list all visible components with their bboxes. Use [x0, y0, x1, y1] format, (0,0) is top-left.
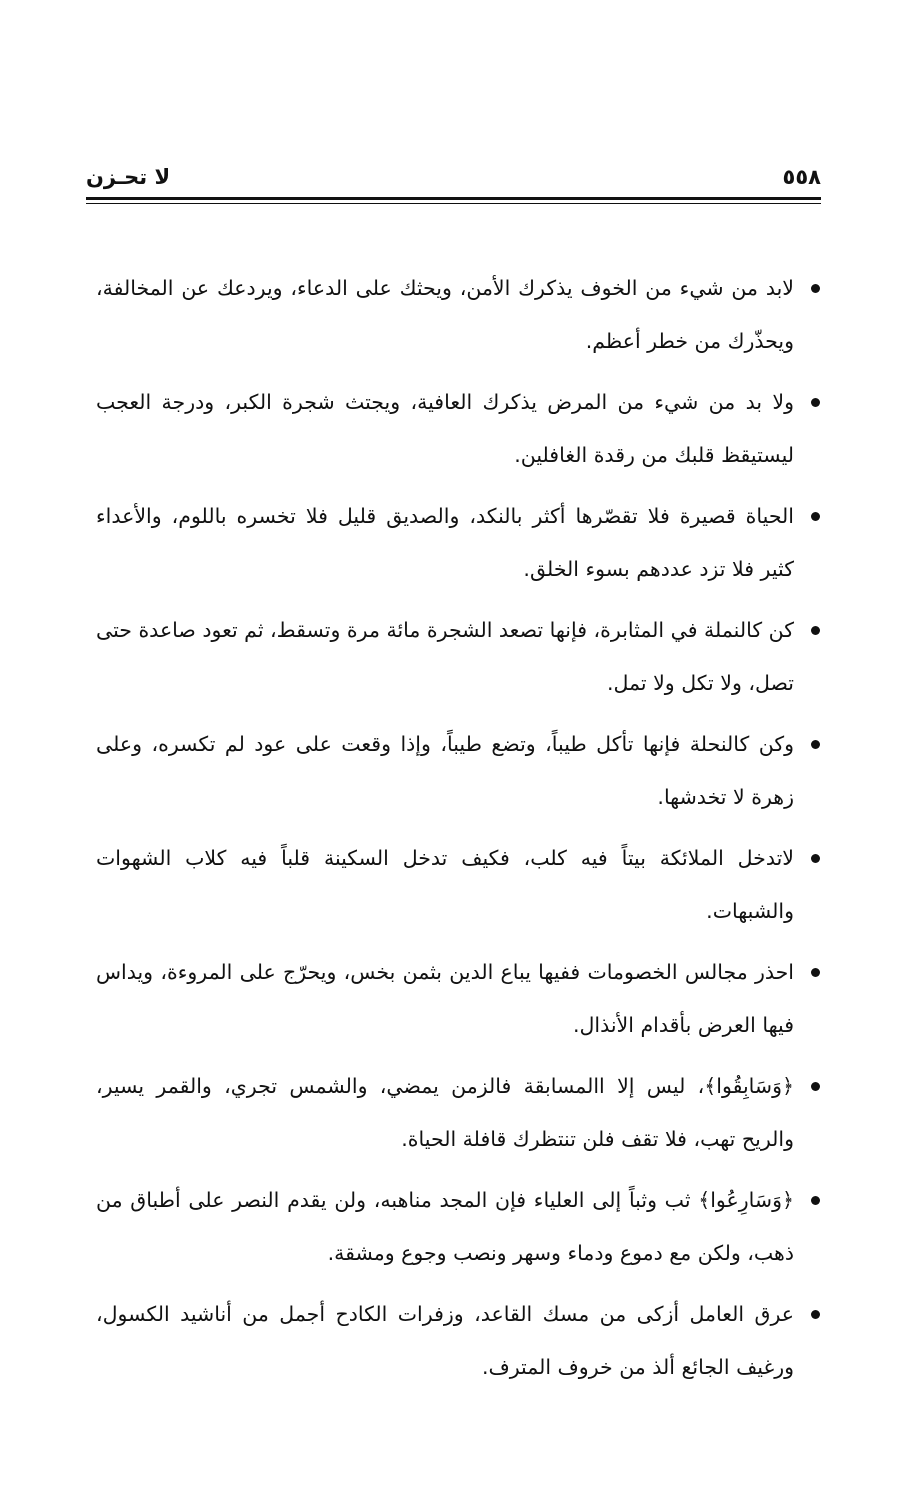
bullet-icon	[811, 1310, 820, 1319]
aphorism-list	[96, 262, 822, 1402]
bullet-icon	[811, 1196, 820, 1205]
item-text: الحياة قصيرة فلا تقصّرها أكثر بالنكد، والصديق قليل فلا تخسره باللوم، والأعداء كثير فلا تزد عددهم بسوء الخلق.	[96, 504, 794, 581]
bullet-icon	[811, 854, 820, 863]
list-item	[96, 946, 822, 1052]
item-text: كن كالنملة في المثابرة، فإنها تصعد الشجرة مائة مرة وتسقط، ثم تعود صاعدة حتى تصل، ولا تكل ولا تمل.	[96, 618, 794, 695]
list-item	[96, 1060, 822, 1166]
bullet-icon	[811, 626, 820, 635]
book-title: لا تحـزن	[86, 165, 171, 189]
bullet-icon	[811, 284, 820, 293]
item-text: ولا بد من شيء من المرض يذكرك العافية، ويجتث شجرة الكبر، ودرجة العجب ليستيقظ قلبك من رقدة الغافلين.	[96, 390, 794, 467]
list-item	[96, 490, 822, 596]
running-header	[86, 162, 821, 196]
bullet-icon	[811, 1082, 820, 1091]
item-text: احذر مجالس الخصومات ففيها يباع الدين بثمن بخس، ويحرّج على المروءة، ويداس فيها العرض بأقدام الأنذال.	[96, 960, 794, 1037]
list-item	[96, 376, 822, 482]
item-text: عرق العامل أزكى من مسك القاعد، وزفرات الكادح أجمل من أناشيد الكسول، ورغيف الجائع ألذ من خروف المترف.	[96, 1302, 794, 1379]
list-item	[96, 262, 822, 368]
list-item	[96, 718, 822, 824]
list-item	[96, 604, 822, 710]
list-item	[96, 832, 822, 938]
page-number: ٥٥٨	[782, 165, 821, 189]
item-text: لابد من شيء من الخوف يذكرك الأمن، ويحثك على الدعاء، ويردعك عن المخالفة، ويحذّرك من خطر أعظم.	[96, 276, 794, 353]
bullet-icon	[811, 968, 820, 977]
list-item	[96, 1174, 822, 1280]
item-text: ﴿وَسَابِقُوا﴾، ليس إلا االمسابقة فالزمن يمضي، والشمس تجري، والقمر يسير، والريح تهب، فلا تقف فلن تنتظرك قافلة الحياة.	[96, 1074, 794, 1151]
list-item	[96, 1288, 822, 1394]
header-rule-thin	[86, 203, 821, 204]
bullet-icon	[811, 398, 820, 407]
bullet-icon	[811, 740, 820, 749]
item-text: لاتدخل الملائكة بيتاً فيه كلب، فكيف تدخل السكينة قلباً فيه كلاب الشهوات والشبهات.	[96, 846, 794, 923]
bullet-icon	[811, 512, 820, 521]
item-text: وكن كالنحلة فإنها تأكل طيباً، وتضع طيباً، وإذا وقعت على عود لم تكسره، وعلى زهرة لا تخدشها.	[96, 732, 794, 809]
item-text: ﴿وَسَارِعُوا﴾ ثب وثباً إلى العلياء فإن المجد مناهبه، ولن يقدم النصر على أطباق من ذهب، ولكن مع دموع ودماء وسهر ونصب وجوع ومشقة.	[96, 1188, 794, 1265]
header-rule-thick	[86, 197, 821, 200]
